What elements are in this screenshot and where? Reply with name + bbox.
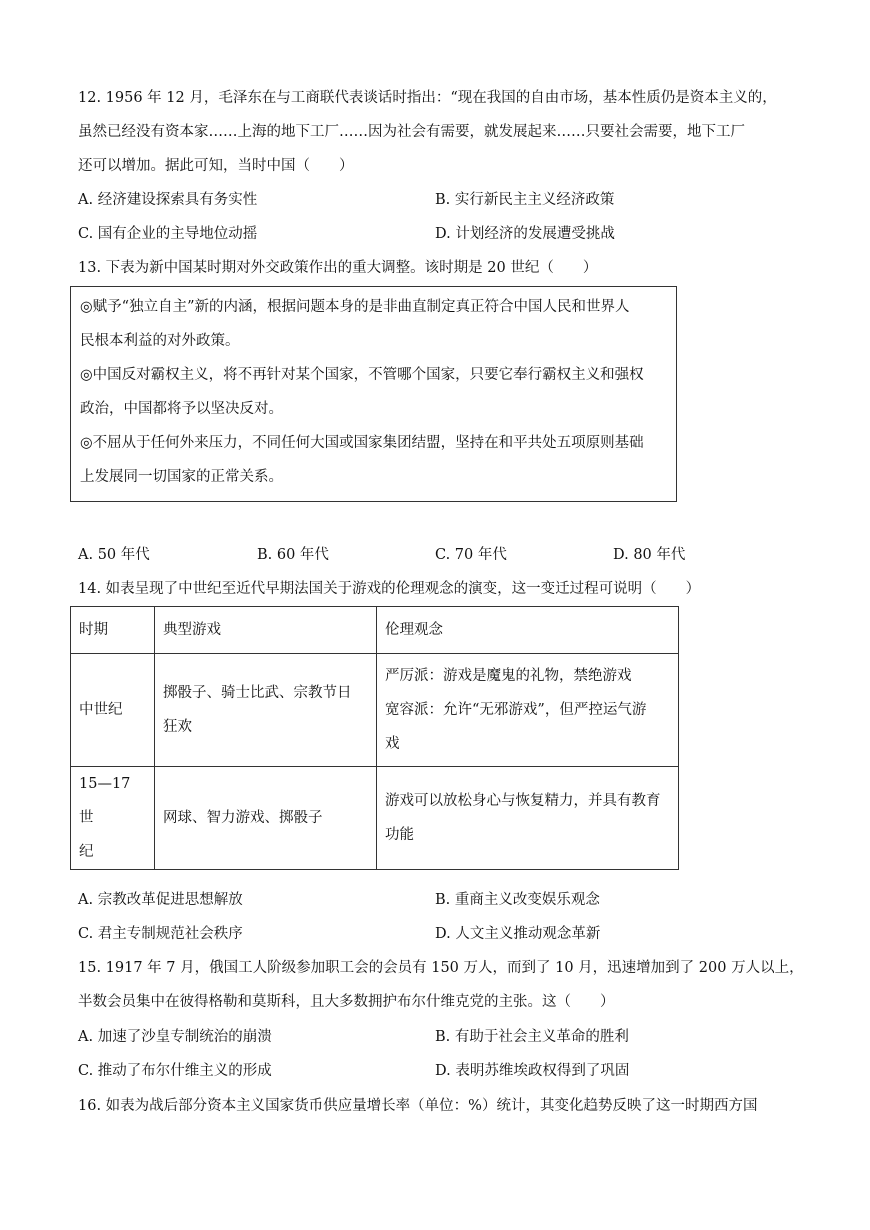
q13-option-a: A. 50 年代 [78, 547, 150, 563]
q12-option-d: D. 计划经济的发展遭受挑战 [435, 226, 615, 242]
q13-box-line: 上发展同一切国家的正常关系。 [80, 469, 283, 485]
q14-stem: 14. 如表呈现了中世纪至近代早期法国关于游戏的伦理观念的演变，这一变迁过程可说明（ ） [78, 581, 701, 597]
table-header-row [71, 607, 679, 654]
cell-line: 功能 [385, 827, 414, 843]
table-cell-ethics [377, 654, 679, 767]
table-cell-games [155, 767, 377, 870]
q14-option-a: A. 宗教改革促进思想解放 [78, 892, 243, 908]
cell-line: 游戏可以放松身心与恢复精力，并具有教育 [385, 793, 661, 809]
cell-line: 宽容派：允许“无邪游戏”，但严控运气游 [385, 702, 647, 718]
q12-option-c: C. 国有企业的主导地位动摇 [78, 226, 258, 242]
table-header-games: 典型游戏 [155, 607, 377, 654]
q13-box-line: ◎中国反对霸权主义，将不再针对某个国家，不管哪个国家，只要它奉行霸权主义和强权 [80, 367, 644, 383]
table-cell-ethics [377, 767, 679, 870]
q13-box-line: 政治，中国都将予以坚决反对。 [80, 401, 283, 417]
table-row [71, 767, 679, 870]
table-header-ethics: 伦理观念 [377, 607, 679, 654]
q12-option-a: A. 经济建设探索具有务实性 [78, 192, 258, 208]
q14-games-table [70, 606, 679, 870]
q13-option-d: D. 80 年代 [613, 547, 686, 563]
q13-option-b: B. 60 年代 [257, 547, 329, 563]
q15-option-b: B. 有助于社会主义革命的胜利 [435, 1029, 629, 1045]
q12-stem-line-3: 还可以增加。据此可知，当时中国（ ） [78, 158, 354, 174]
table-cell-period: 中世纪 [71, 654, 155, 767]
q15-option-c: C. 推动了布尔什维主义的形成 [78, 1063, 272, 1079]
q15-stem-line-2: 半数会员集中在彼得格勒和莫斯科，且大多数拥护布尔什维克党的主张。这（ ） [78, 994, 615, 1010]
q13-box-line: ◎赋予“独立自主”新的内涵，根据问题本身的是非曲直制定真正符合中国人民和世界人 [80, 299, 630, 315]
cell-line: 掷骰子、骑士比武、宗教节日 [163, 685, 352, 701]
cell-line: 戏 [385, 736, 400, 752]
q13-box-line: ◎不屈从于任何外来压力，不同任何大国或国家集团结盟，坚持在和平共处五项原则基础 [80, 435, 644, 451]
table-cell-period [71, 767, 155, 870]
q13-stem: 13. 下表为新中国某时期对外交政策作出的重大调整。该时期是 20 世纪（ ） [78, 260, 598, 276]
q14-option-c: C. 君主专制规范社会秩序 [78, 926, 243, 942]
q13-policy-box [70, 286, 677, 502]
q14-option-b: B. 重商主义改变娱乐观念 [435, 892, 600, 908]
q12-option-b: B. 实行新民主主义经济政策 [435, 192, 615, 208]
table-row [71, 654, 679, 767]
table-cell-games [155, 654, 377, 767]
cell-line: 网球、智力游戏、掷骰子 [163, 810, 323, 826]
q12-stem-line-1: 12. 1956 年 12 月，毛泽东在与工商联代表谈话时指出：“现在我国的自由市场，基本性质仍是资本主义的， [78, 90, 777, 106]
q12-stem-line-2: 虽然已经没有资本家……上海的地下工厂……因为社会有需要，就发展起来……只要社会需要，地下工厂 [78, 124, 745, 140]
q13-option-c: C. 70 年代 [435, 547, 507, 563]
q15-option-d: D. 表明苏维埃政权得到了巩固 [435, 1063, 630, 1079]
q15-option-a: A. 加速了沙皇专制统治的崩溃 [78, 1029, 272, 1045]
cell-line: 狂欢 [163, 719, 192, 735]
cell-line: 15—17 世 [79, 776, 131, 826]
q16-stem: 16. 如表为战后部分资本主义国家货币供应量增长率（单位：%）统计，其变化趋势反映了这一时期西方国 [78, 1098, 758, 1114]
q13-box-line: 民根本利益的对外政策。 [80, 333, 240, 349]
table-header-period: 时期 [71, 607, 155, 654]
q14-option-d: D. 人文主义推动观念革新 [435, 926, 601, 942]
q15-stem-line-1: 15. 1917 年 7 月，俄国工人阶级参加职工会的会员有 150 万人，而到了 10 月，迅速增加到了 200 万人以上， [78, 960, 804, 976]
cell-line: 纪 [79, 844, 94, 860]
cell-line: 严厉派：游戏是魔鬼的礼物，禁绝游戏 [385, 668, 632, 684]
